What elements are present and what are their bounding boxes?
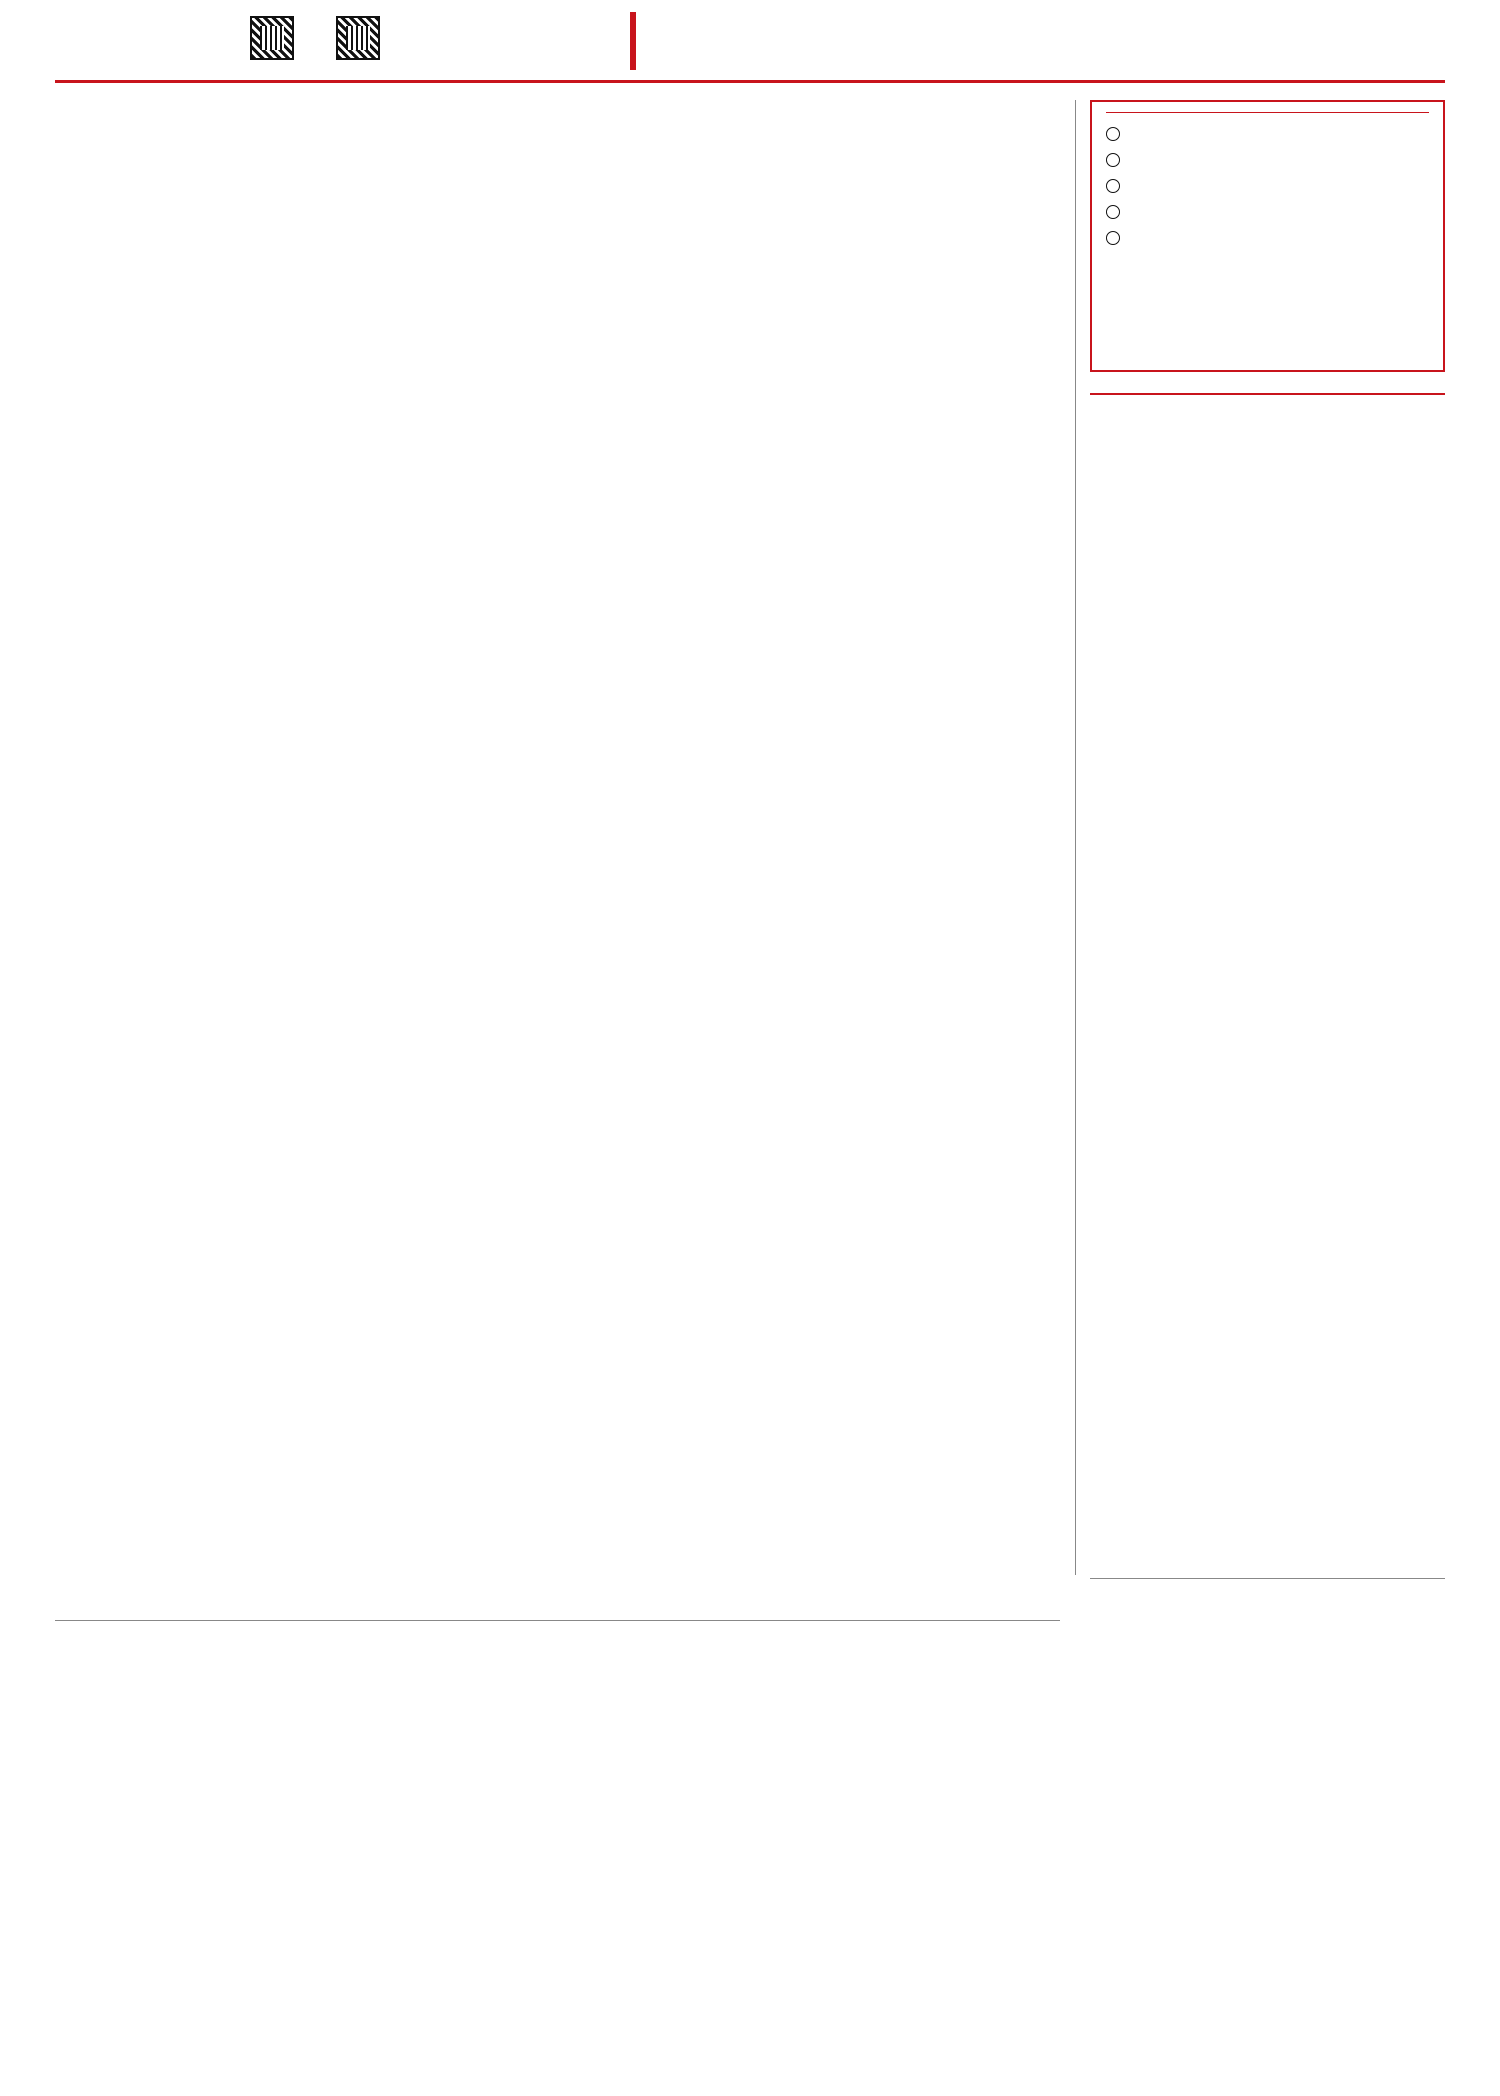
section-divider: [1090, 1578, 1445, 1579]
headline-news-box: [1090, 100, 1445, 372]
bullet-circle-icon: [1106, 153, 1120, 167]
lead-column-2: [303, 345, 543, 1615]
headline-news-item[interactable]: [1106, 199, 1429, 225]
ribbon-rule: [1090, 393, 1445, 395]
newspaper-logo: [55, 18, 215, 62]
lead-column-4: [799, 345, 1059, 1585]
headline-news-item[interactable]: [1106, 225, 1429, 251]
headline-news-item[interactable]: [1106, 147, 1429, 173]
headline-news-item[interactable]: [1106, 121, 1429, 147]
section-divider: [55, 1620, 1060, 1621]
lead-column-3: [551, 345, 791, 1615]
lead-column-1: [55, 345, 295, 1615]
bullet-circle-icon: [1106, 127, 1120, 141]
column-divider: [1075, 100, 1076, 1575]
headline-news-item[interactable]: [1106, 173, 1429, 199]
bullet-circle-icon: [1106, 205, 1120, 219]
bullet-circle-icon: [1106, 231, 1120, 245]
section-marker: [630, 12, 636, 70]
header-rule: [55, 80, 1445, 83]
qr-code-icon: [336, 16, 380, 60]
bullet-circle-icon: [1106, 179, 1120, 193]
sidebar-body: [1090, 520, 1445, 1550]
qr-code-icon: [250, 16, 294, 60]
